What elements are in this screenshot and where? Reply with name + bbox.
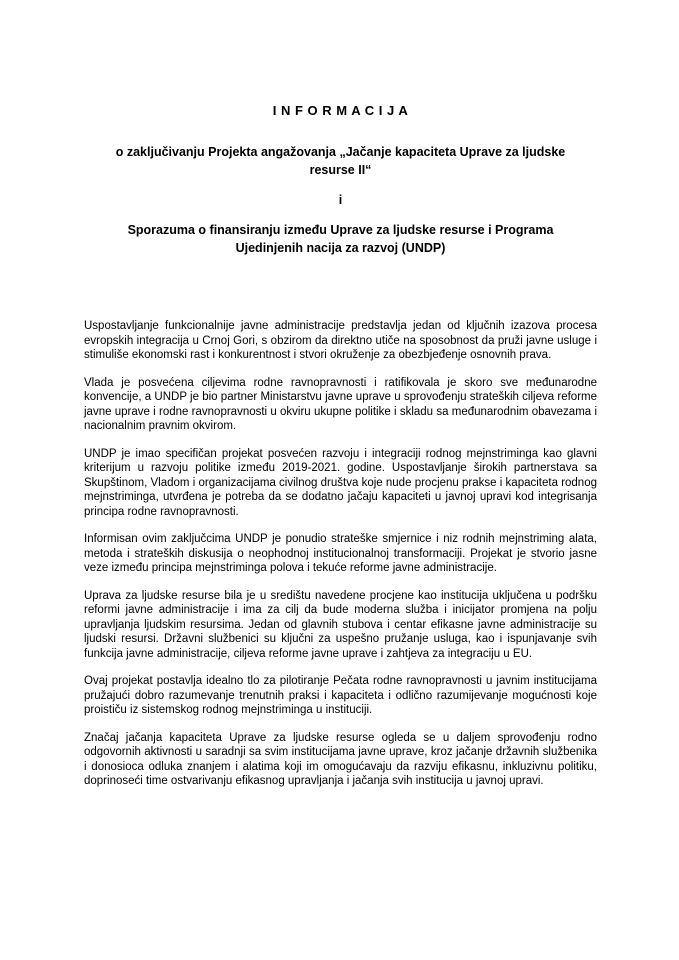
paragraph-1: Uspostavljanje funkcionalnije javne administracije predstavlja jedan od ključnih izazova procesa evropskih integracija u Crnoj Gori, s obzirom da direktno utiče na sposobnost da pruži javne usluge i stimuliše ekonomski rast i konkurentnost i stvori okruženje za obezbjeđenje osnovnih prava.: [84, 320, 597, 361]
document-subtitle-project: o zaključivanju Projekta angažovanja „Jačanje kapaciteta Uprave za ljudske resurse II“: [115, 145, 566, 177]
document-body: [84, 319, 597, 789]
paragraph-7: Značaj jačanja kapaciteta Uprave za ljudske resurse ogleda se u daljem sprovođenju rodno odgovornih aktivnosti u saradnji sa svim institucijama javne uprave, kroz jačanje državnih službenika i donosioca odluka znanjem i alatima koji im omogućavaju da razviju efikasnu, inkluzivnu politiku, doprinoseći time ostvarivanju efikasnog upravljanja i jačanja svih institucija u javnoj upravi.: [84, 731, 597, 787]
document-subtitle-agreement: Sporazuma o finansiranju između Uprave za ljudske resurse i Programa Ujedinjenih nacija za razvoj (UNDP): [127, 223, 554, 255]
document-connector: i: [338, 193, 343, 207]
document-title: I N F O R M A C I J A: [272, 103, 409, 118]
paragraph-2: Vlada je posvećena ciljevima rodne ravnopravnosti i ratifikovala je skoro sve međunarodne konvencije, a UNDP je bio partner Ministarstvu javne uprave u sprovođenju strateških ciljeva reforme javne uprave i rodne ravnopravnosti u okviru ukupne politike i skladu sa međunarodnim obavezama i nacionalnim pravnim okvirom.: [84, 376, 597, 432]
paragraph-3: UNDP je imao specifičan projekat posvećen razvoju i integraciji rodnog mejnstriminga kao glavni kriterijum u razvoju politike između 2019-2021. godine. Uspostavljanje širokih partnerstava sa Skupštinom, Vladom i organizacijama civilnog društva koje nude procjenu prakse i kapaciteta rodnog mejnstriminga, utvrđena je potreba da se dodatno jačaju kapaciteti u javnoj upravi kod integrisanja principa rodne ravnopravnosti.: [84, 447, 597, 518]
paragraph-5: Uprava za ljudske resurse bila je u središtu navedene procjene kao institucija uključena u podršku reformi javne administracije i ima za cilj da bude moderna služba i inicijator promjena na polju upravljanja ljudskim resursima. Jedan od glavnih stubova i centar efikasne javne administracije su ljudski resursi. Državni službenici su ključni za uspešno pružanje usluga, kao i ispunjavanje svih funkcija javne administracije, ciljeva reforme javne uprave i zahtjeva za integraciju u EU.: [84, 589, 597, 660]
paragraph-6: Ovaj projekat postavlja idealno tlo za pilotiranje Pečata rodne ravnopravnosti u javnim institucijama pružajući dobro razumevanje trenutnih praksi i kapaciteta i odlično razumijevanje mogućnosti koje proističu iz sistemskog rodnog mejnstriminga u instituciji.: [84, 675, 597, 716]
paragraph-4: Informisan ovim zaključcima UNDP je ponudio strateške smjernice i niz rodnih mejnstriming alata, metoda i strateških diskusija o neophodnoj institucionalnoj transformaciji. Projekat je stvorio jasne veze između principa mejnstriminga polova i tekuće reforme javne administracije.: [84, 533, 597, 574]
